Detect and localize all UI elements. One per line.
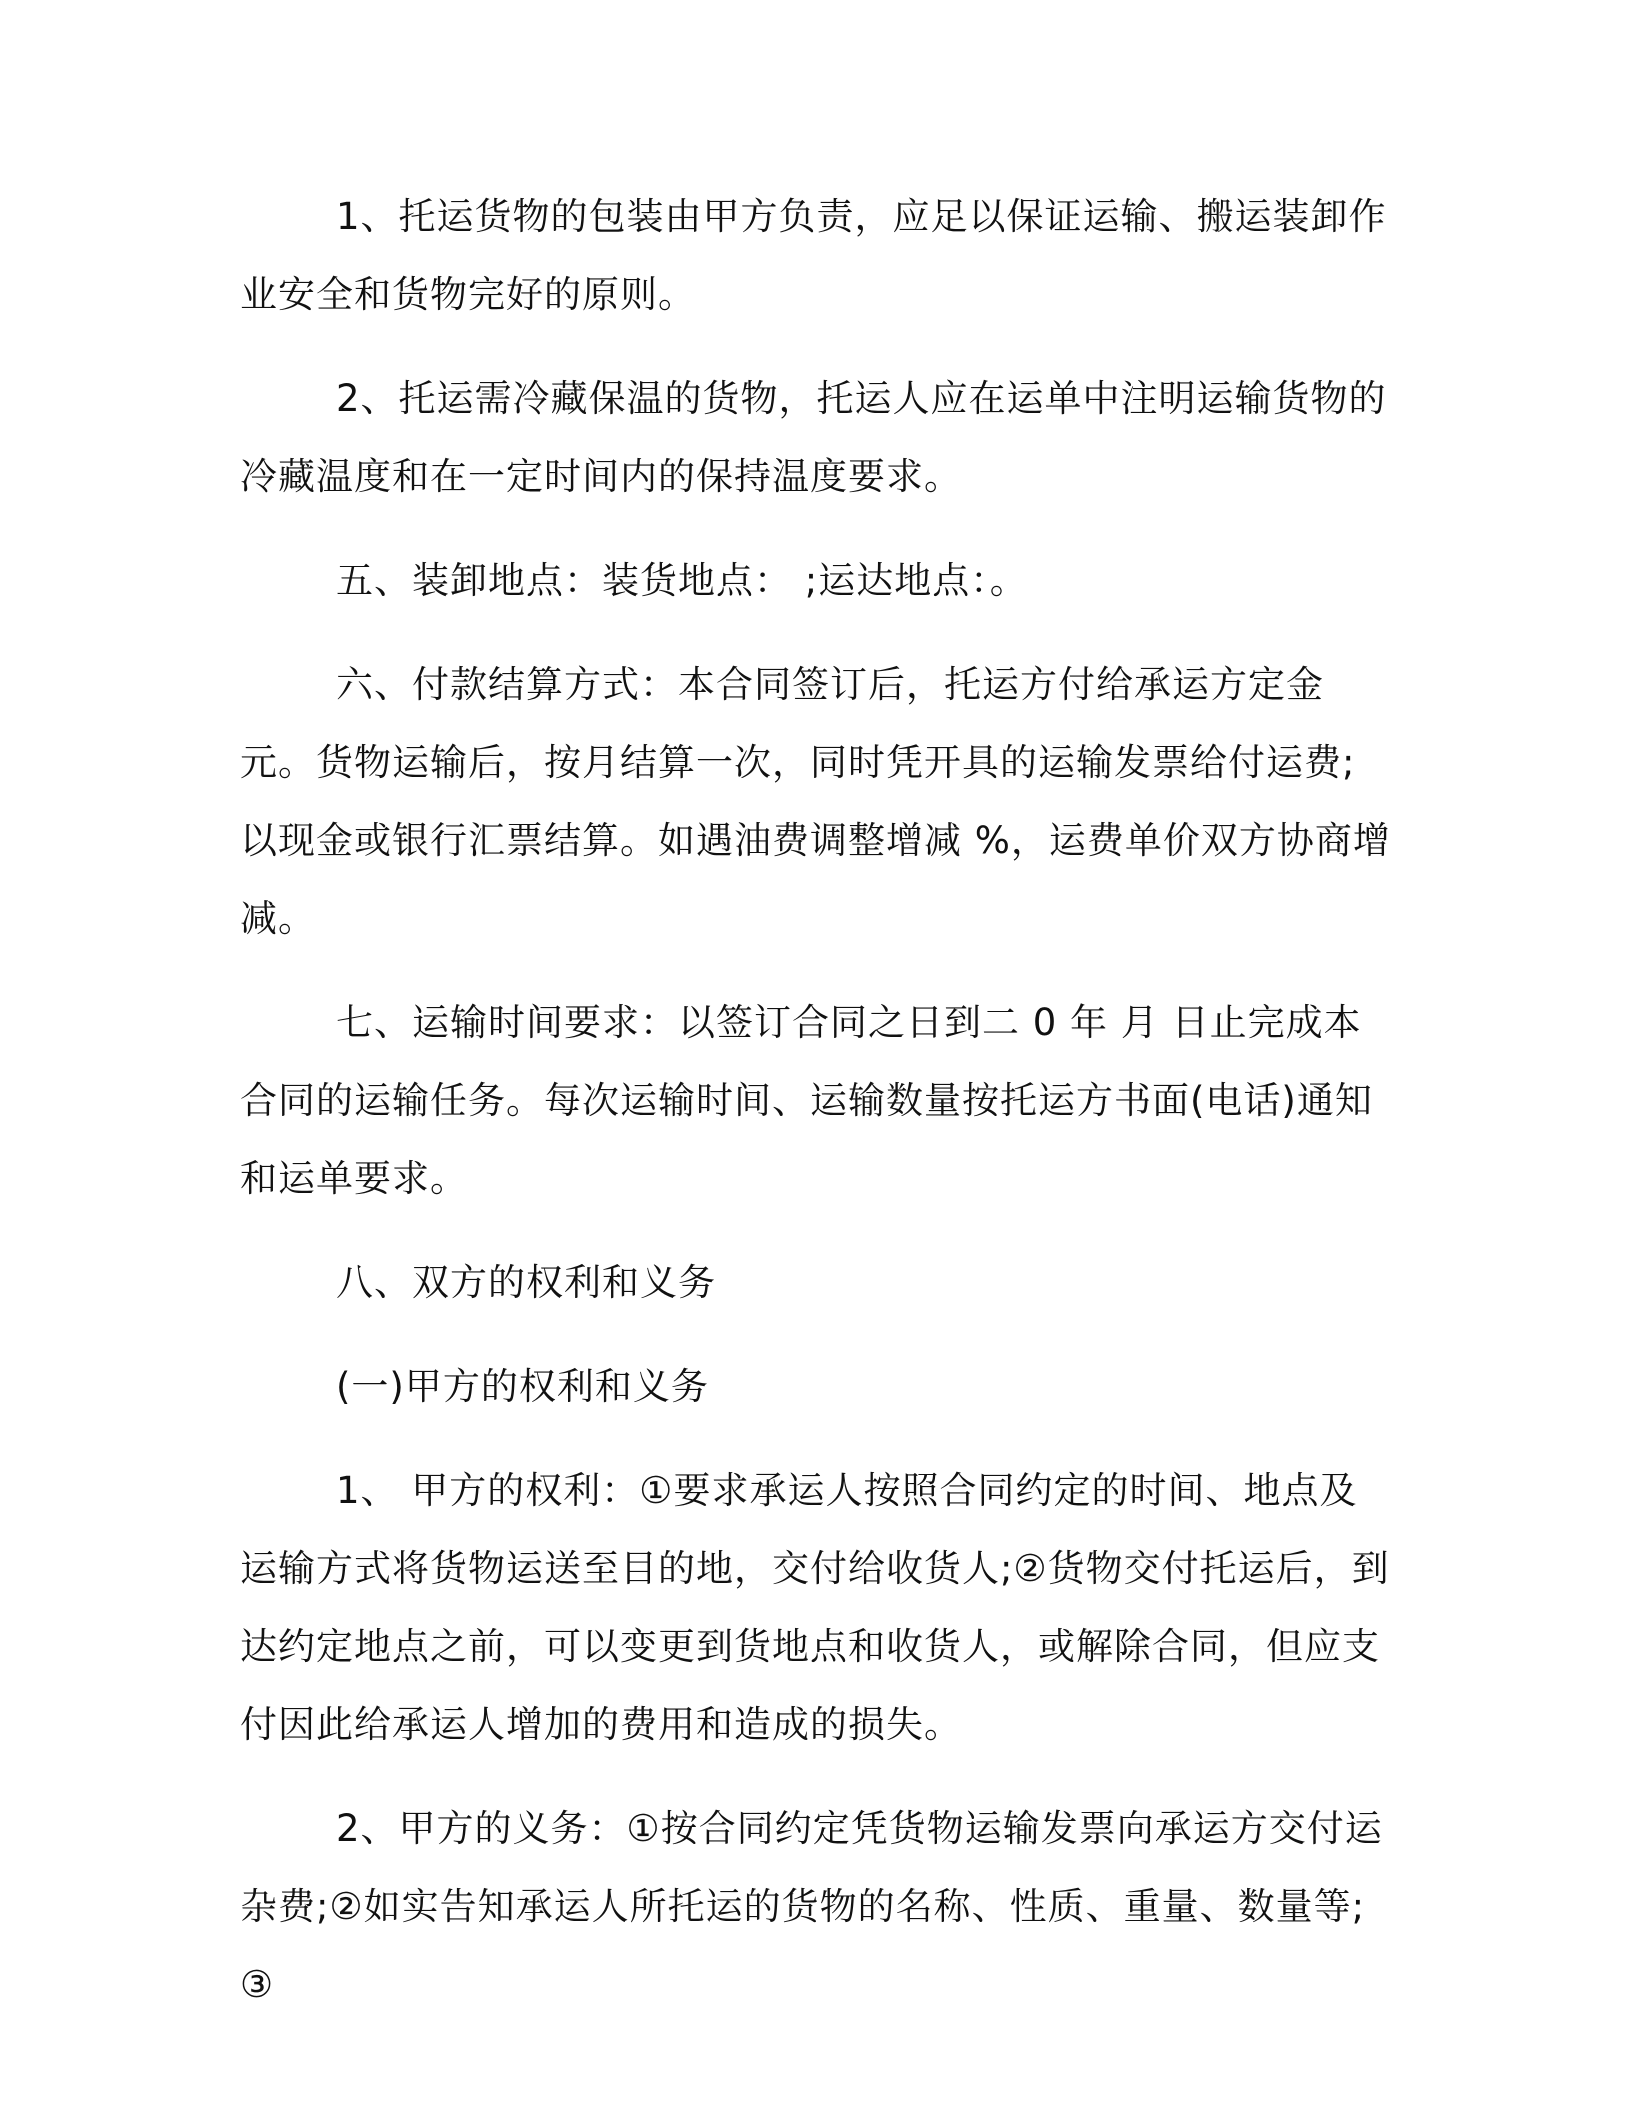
paragraph-payment: 六、付款结算方式：本合同签订后，托运方付给承运方定金 元。货物运输后，按月结算一次，同时凭开具的运输发票给付运费;以现金或银行汇票结算。如遇油费调整增减 %，运费单价双方协商增减。 [240, 663, 1391, 940]
paragraph-gap [240, 958, 1392, 984]
paragraph-packaging: 1、托运货物的包装由甲方负责，应足以保证运输、搬运装卸作业安全和货物完好的原则。 [240, 195, 1387, 316]
paragraph-gap [240, 1322, 1392, 1348]
paragraph-gap [240, 620, 1392, 646]
paragraph-gap [240, 1764, 1392, 1790]
subsection-heading-party-a: (一)甲方的权利和义务 [336, 1365, 709, 1408]
paragraph-cold-storage: 2、托运需冷藏保温的货物，托运人应在运单中注明运输货物的冷藏温度和在一定时间内的保持温度要求。 [240, 377, 1387, 498]
paragraph-gap [240, 1218, 1392, 1244]
paragraph-gap [240, 1426, 1392, 1452]
paragraph-transport-time: 七、运输时间要求：以签订合同之日到二 0 年 月 日止完成本合同的运输任务。每次运输时间、运输数量按托运方书面(电话)通知和运单要求。 [240, 1001, 1373, 1200]
paragraph-gap [240, 334, 1392, 360]
paragraph-party-a-obligations: 2、甲方的义务：①按合同约定凭货物运输发票向承运方交付运杂费;②如实告知承运人所托运的货物的名称、性质、重量、数量等;③ [240, 1807, 1383, 2006]
paragraph-gap [240, 516, 1392, 542]
document-page [240, 178, 1392, 2024]
paragraph-party-a-rights: 1、 甲方的权利：①要求承运人按照合同约定的时间、地点及运输方式将货物运送至目的地，交付给收货人;②货物交付托运后，到达约定地点之前，可以变更到货地点和收货人，或解除合同，但应支付因此给承运人增加的费用和造成的损失。 [240, 1469, 1390, 1746]
paragraph-loading-location: 五、装卸地点：装货地点： ;运达地点：。 [336, 559, 1028, 602]
section-heading-rights: 八、双方的权利和义务 [336, 1261, 716, 1304]
